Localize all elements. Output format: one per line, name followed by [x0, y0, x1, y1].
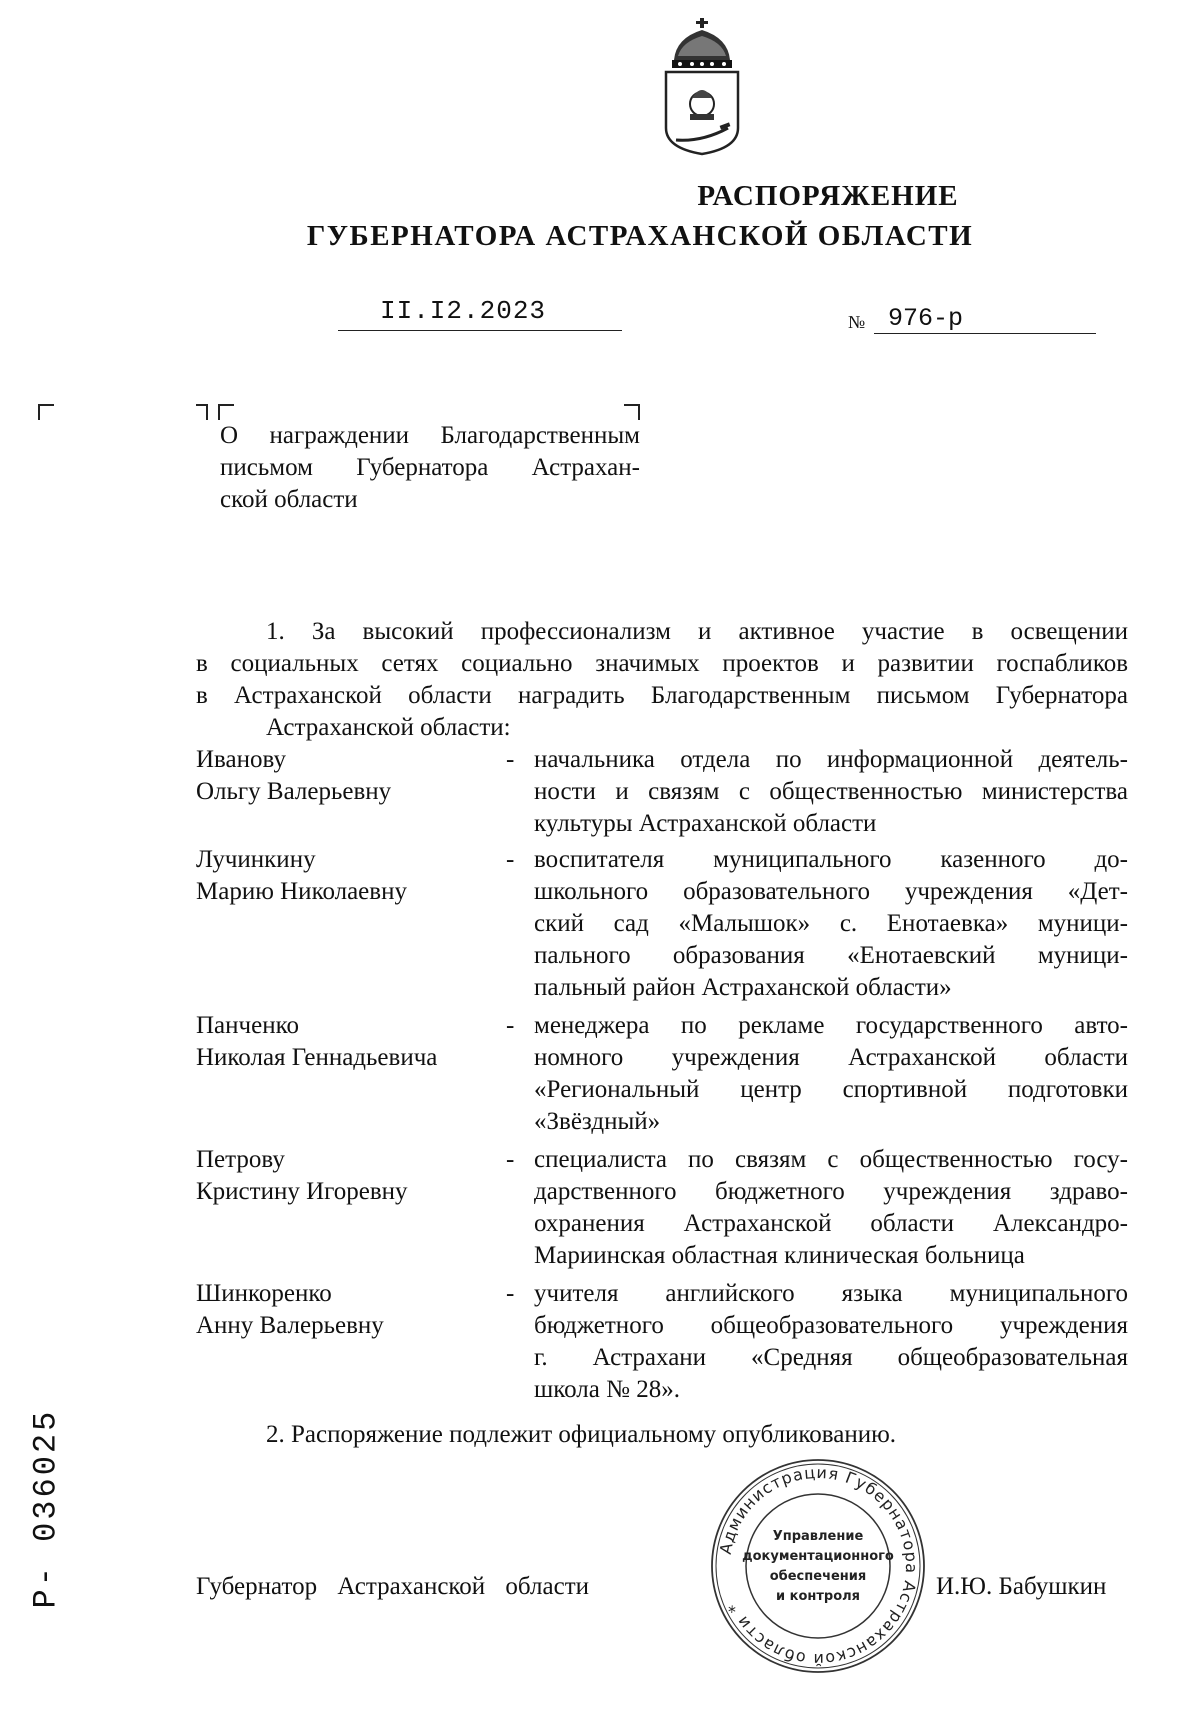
awardee-given-names: Марию Николаевну: [196, 878, 407, 905]
position-line: «Региональный центр спортивной подготовки: [534, 1076, 1128, 1103]
awardee-surname: Лучинкину: [196, 846, 316, 873]
position-line: ности и связям с общественностью министерства: [534, 778, 1128, 805]
stamp-center-line: и контроля: [775, 1589, 861, 1604]
document-date: II.I2.2023: [380, 296, 547, 326]
document-type-title: РАСПОРЯЖЕНИЕ: [697, 180, 959, 212]
subject-corner-mark-left: [196, 404, 208, 420]
position-line: пального образования «Енотаевский муници-: [534, 942, 1128, 969]
position-line: «Звёздный»: [534, 1108, 661, 1135]
dash-separator: -: [506, 1280, 515, 1307]
document-subject: [220, 420, 640, 516]
paragraph-line: 1. За высокий профессионализм и активное участие в освещении: [266, 618, 1128, 645]
number-sign: №: [848, 312, 866, 332]
signatory-name: И.Ю. Бабушкин: [936, 1573, 1107, 1600]
dash-separator: -: [506, 1146, 515, 1173]
awardee-name: [196, 1144, 496, 1208]
page-corner-mark: [38, 404, 54, 420]
subject-corner-mark-right: [624, 404, 640, 420]
subject-line: письмом Губернатора Астрахан-: [220, 454, 640, 481]
stamp-center-line: документационного: [742, 1549, 894, 1564]
position-line: школьного образовательного учреждения «Дет-: [534, 878, 1128, 905]
position-line: г. Астрахани «Средняя общеобразовательная: [534, 1344, 1128, 1371]
serial-number: [6, 1360, 86, 1610]
subject-line: О награждении Благодарственным: [220, 422, 640, 449]
awardee-given-names: Николая Геннадьевича: [196, 1044, 438, 1071]
paragraph-line: Астраханской области:: [266, 714, 511, 741]
dash-separator: -: [506, 1012, 515, 1039]
item-1-paragraph: [196, 616, 1128, 744]
position-line: начальника отдела по информационной деятель-: [534, 746, 1128, 773]
position-line: школа № 28».: [534, 1376, 680, 1403]
awardee-given-names: Кристину Игоревну: [196, 1178, 408, 1205]
awardee-surname: Иванову: [196, 746, 286, 773]
awardee-name: [196, 1010, 496, 1074]
serial-number-text: Р- 036025: [27, 1408, 65, 1609]
awardee-name: [196, 744, 496, 808]
position-line: учителя английского языка муниципального: [534, 1280, 1128, 1307]
position-line: воспитателя муниципального казенного до-: [534, 846, 1128, 873]
position-line: ский сад «Малышок» с. Енотаевка» муници-: [534, 910, 1128, 937]
awardee-position: [534, 844, 1128, 1004]
signatory-title: Губернатор Астраханской области: [196, 1573, 590, 1600]
stamp-ring-text: Администрация Губернатора Астраханской области *: [715, 1462, 922, 1670]
awardee-name: [196, 844, 496, 908]
dash-separator: -: [506, 746, 515, 773]
document-number: 976-р: [888, 304, 964, 333]
item-2-paragraph: 2. Распоряжение подлежит официальному опубликованию.: [266, 1421, 897, 1448]
awardee-position: [534, 744, 1128, 840]
position-line: бюджетного общеобразовательного учреждения: [534, 1312, 1128, 1339]
issuer-title: ГУБЕРНАТОРА АСТРАХАНСКОЙ ОБЛАСТИ: [306, 220, 974, 252]
position-line: дарственного бюджетного учреждения здраво-: [534, 1178, 1128, 1205]
number-underline: [874, 333, 1096, 334]
paragraph-line: в Астраханской области наградить Благодарственным письмом Губернатора: [196, 682, 1128, 709]
awardee-given-names: Анну Валерьевну: [196, 1312, 384, 1339]
stamp-center-line: Управление: [772, 1529, 864, 1544]
date-underline: [338, 330, 622, 331]
awardee-position: [534, 1010, 1128, 1138]
position-line: специалиста по связям с общественностью госу-: [534, 1146, 1128, 1173]
subject-corner-mark-left-inner: [218, 404, 234, 420]
awardee-position: [534, 1278, 1128, 1406]
awardee-name: [196, 1278, 496, 1342]
stamp-center-line: обеспечения: [769, 1569, 867, 1584]
awardee-surname: Шинкоренко: [196, 1280, 332, 1307]
dash-separator: -: [506, 846, 515, 873]
awardee-position: [534, 1144, 1128, 1272]
awardee-surname: Петрову: [196, 1146, 285, 1173]
awardee-surname: Панченко: [196, 1012, 299, 1039]
coat-of-arms-icon: [656, 16, 748, 156]
position-line: Мариинская областная клиническая больница: [534, 1242, 1025, 1269]
position-line: пальный район Астраханской области»: [534, 974, 952, 1001]
paragraph-line: в социальных сетях социально значимых проектов и развитии госпабликов: [196, 650, 1128, 677]
position-line: охранения Астраханской области Александро-: [534, 1210, 1128, 1237]
awardee-given-names: Ольгу Валерьевну: [196, 778, 392, 805]
subject-line: ской области: [220, 486, 358, 513]
position-line: культуры Астраханской области: [534, 810, 877, 837]
position-line: номного учреждения Астраханской области: [534, 1044, 1128, 1071]
position-line: менеджера по рекламе государственного авто-: [534, 1012, 1128, 1039]
official-stamp: [708, 1456, 928, 1676]
